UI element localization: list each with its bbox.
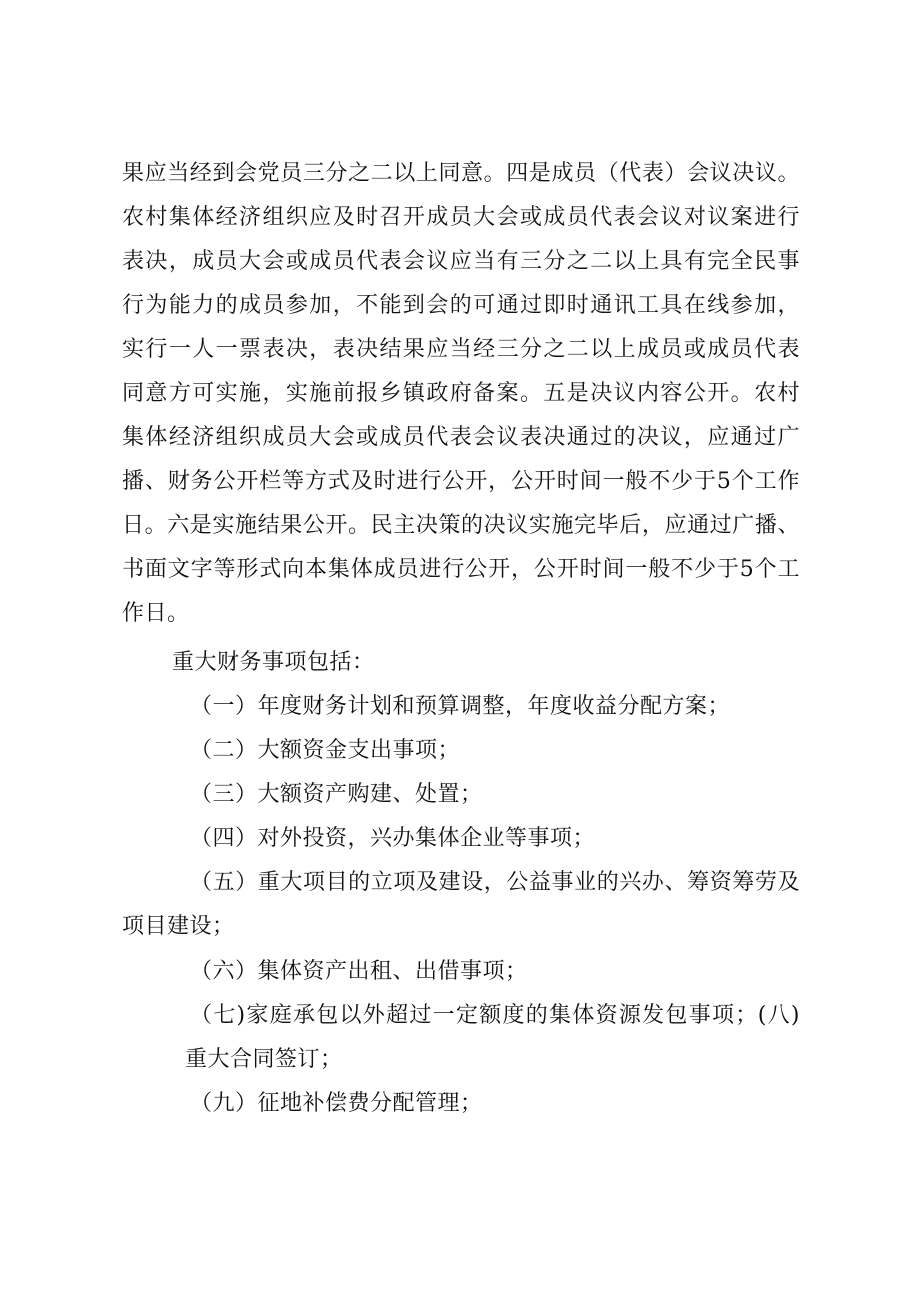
paragraph-line: 表决，成员大会或成员代表会议应当有三分之二以上具有完全民事 — [122, 249, 800, 274]
paragraph-line: 作日。 — [122, 601, 190, 626]
list-item: （六）集体资产出租、出借事项； — [190, 959, 528, 984]
paragraph-line: 果应当经到会党员三分之二以上同意。四是成员（代表）会议决议。 — [122, 161, 800, 186]
list-item: （四）对外投资，兴办集体企业等事项； — [190, 826, 596, 851]
list-item-continuation: 重大合同签订； — [185, 1047, 343, 1072]
list-item: （五）重大项目的立项及建设，公益事业的兴办、筹资筹劳及 — [190, 870, 800, 895]
paragraph-line: 实行一人一票表决，表决结果应当经三分之二以上成员或成员代表 — [122, 337, 800, 362]
paragraph-line: 农村集体经济组织应及时召开成员大会或成员代表会议对议案进行 — [122, 205, 800, 230]
paragraph-line: 同意方可实施，实施前报乡镇政府备案。五是决议内容公开。农村 — [122, 381, 800, 406]
section-heading: 重大财务事项包括： — [172, 650, 375, 675]
paragraph-line: 播、财务公开栏等方式及时进行公开，公开时间一般不少于5个工作 — [122, 469, 800, 494]
paragraph-line: 集体经济组织成员大会或成员代表会议表决通过的决议，应通过广 — [122, 425, 800, 450]
list-item: （一）年度财务计划和预算调整，年度收益分配方案； — [190, 694, 731, 719]
list-item: （二）大额资金支出事项； — [190, 738, 461, 763]
list-item-continuation: 项目建设； — [122, 914, 235, 939]
paragraph-line: 日。六是实施结果公开。民主决策的决议实施完毕后，应通过广播、 — [122, 513, 800, 538]
list-item: （七)家庭承包以外超过一定额度的集体资源发包事项；(八) — [190, 1003, 800, 1028]
list-item: （三）大额资产购建、处置； — [190, 782, 483, 807]
paragraph-line: 行为能力的成员参加，不能到会的可通过即时通讯工具在线参加， — [122, 293, 800, 318]
list-item: （九）征地补偿费分配管理； — [190, 1091, 483, 1116]
paragraph-line: 书面文字等形式向本集体成员进行公开，公开时间一般不少于5个工 — [122, 557, 800, 582]
